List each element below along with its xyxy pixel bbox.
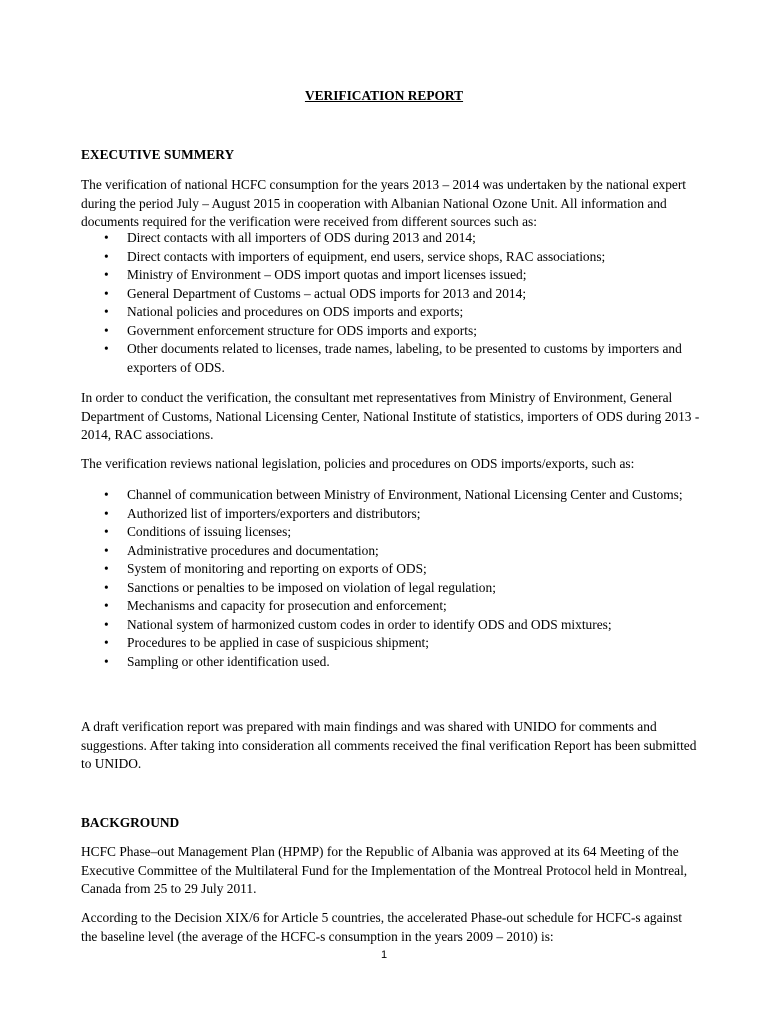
list-item: • Authorized list of importers/exporters and distributors; <box>81 505 701 524</box>
list-item: • System of monitoring and reporting on exports of ODS; <box>81 560 701 579</box>
executive-summary-intro: The verification of national HCFC consumption for the years 2013 – 2014 was undertaken by the national expert during the period July – August 2015 in cooperation with Albanian National Ozone Unit. All information and documents required for the verification were received from different sources such as: <box>81 177 687 229</box>
report-title: VERIFICATION REPORT <box>304 88 464 103</box>
list-item: • Procedures to be applied in case of suspicious shipment; <box>81 634 701 653</box>
sources-list <box>81 229 701 377</box>
list-item: • Sanctions or penalties to be imposed on violation of legal regulation; <box>81 579 701 598</box>
page-number: 1 <box>380 949 388 961</box>
list-item: • Sampling or other identification used. <box>81 653 701 672</box>
list-item: • Conditions of issuing licenses; <box>81 523 701 542</box>
reviews-list <box>81 486 701 671</box>
list-item: • Ministry of Environment – ODS import quotas and import licenses issued; <box>81 266 701 285</box>
list-item: • National policies and procedures on ODS imports and exports; <box>81 303 701 322</box>
list-item: • Administrative procedures and documentation; <box>81 542 701 561</box>
list-item: • Government enforcement structure for ODS imports and exports; <box>81 322 701 341</box>
list-item: • Mechanisms and capacity for prosecution and enforcement; <box>81 597 701 616</box>
list-item: • National system of harmonized custom codes in order to identify ODS and ODS mixtures; <box>81 616 701 635</box>
executive-summary-heading: EXECUTIVE SUMMERY <box>81 147 235 162</box>
background-paragraph-2: According to the Decision XIX/6 for Article 5 countries, the accelerated Phase-out schedule for HCFC-s against the baseline level (the average of the HCFC-s consumption in the years 2009 – 2010) is: <box>81 910 682 944</box>
list-item: • Other documents related to licenses, trade names, labeling, to be presented to customs by importers and exporters of ODS. <box>81 340 701 377</box>
meetings-paragraph: In order to conduct the verification, the consultant met representatives from Ministry of Environment, General Department of Customs, National Licensing Center, National Institute of statistics, importers of ODS during 2013 - 2014, RAC associations. <box>81 390 700 442</box>
list-item: • Direct contacts with all importers of ODS during 2013 and 2014; <box>81 229 701 248</box>
reviews-intro-paragraph: The verification reviews national legislation, policies and procedures on ODS imports/exports, such as: <box>81 456 635 471</box>
list-item: • Direct contacts with importers of equipment, end users, service shops, RAC associations; <box>81 248 701 267</box>
background-heading: BACKGROUND <box>81 815 180 830</box>
list-item: • General Department of Customs – actual ODS imports for 2013 and 2014; <box>81 285 701 304</box>
list-item: • Channel of communication between Ministry of Environment, National Licensing Center and Customs; <box>81 486 701 505</box>
draft-report-paragraph: A draft verification report was prepared with main findings and was shared with UNIDO for comments and suggestions. After taking into consideration all comments received the final verification Report has been submitted to UNIDO. <box>81 719 697 771</box>
background-paragraph-1: HCFC Phase–out Management Plan (HPMP) for the Republic of Albania was approved at its 64 Meeting of the Executive Committee of the Multilateral Fund for the Implementation of the Montreal Protocol held in Montreal, Canada from 25 to 29 July 2011. <box>81 844 688 896</box>
